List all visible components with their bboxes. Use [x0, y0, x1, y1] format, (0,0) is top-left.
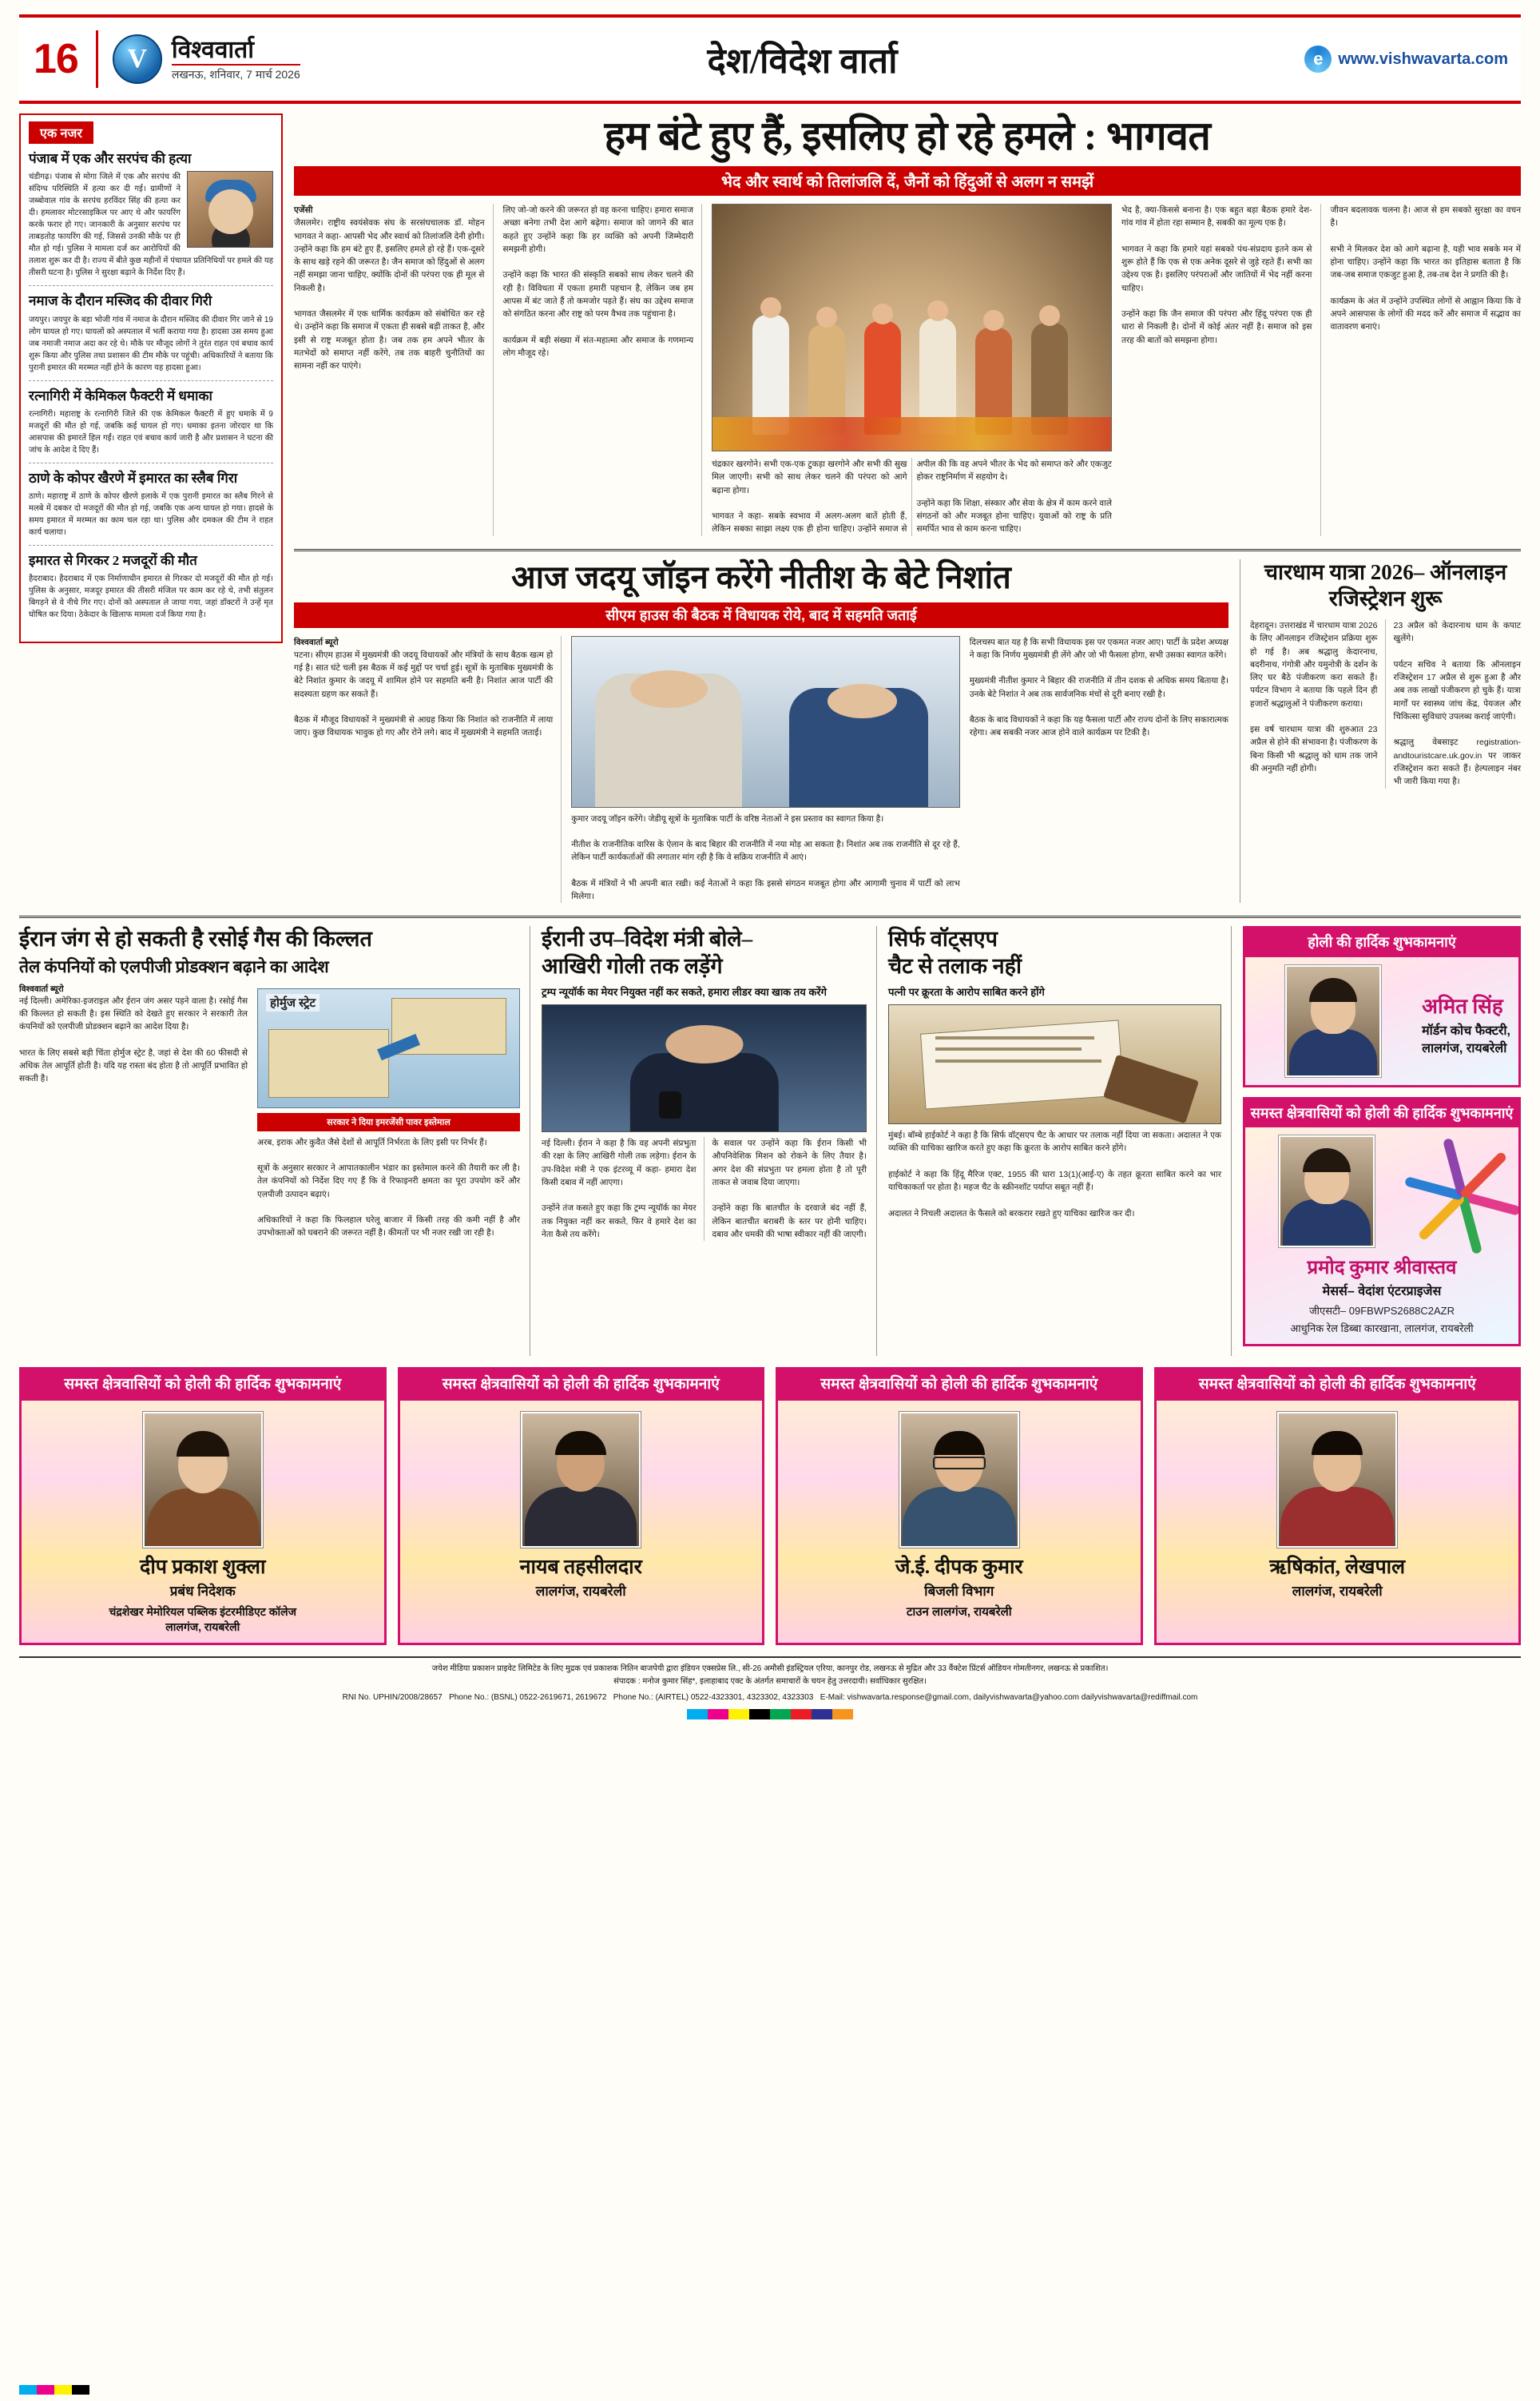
chardham-text-1: देहरादून। उत्तराखंड में चारधाम यात्रा 2026 के लिए ऑनलाइन रजिस्ट्रेशन प्रक्रिया शुरू हो गई है। अब श्रद्धालु केदारनाथ, बदरीनाथ, गंगोत्री और यमुनोत्री के दर्शन के लिए घर बैठे पंजीकरण करा सकते हैं। पर्यटन विभाग ने बताया कि पहले दिन ही हजारों श्रद्धालुओं ने पंजीकरण कराया। इस वर्ष चारधाम यात्रा की शुरुआत 23 अप्रैल से होने की संभावना है। पंजीकरण के बिना किसी भी श्रद्धालु को धाम तक जाने की अनुमति नहीं होगी। [1250, 619, 1386, 788]
story2-text-3: दिलचस्प बात यह है कि सभी विधायक इस पर एकमत नजर आए। पार्टी के प्रदेश अध्यक्ष ने कहा कि निर्णय मुख्यमंत्री ही लेंगे और जो भी फैसला होगा, सभी उसका स्वागत करेंगे। मुख्यमंत्री नीतीश कुमार ने बिहार की राजनीति में तीन दशक से अधिक समय बिताया है। उनके बेटे निशांत ने अब तक सार्वजनिक मंचों से दूरी बनाए रखी है। बैठक के बाद विधायकों ने कहा कि यह फैसला पार्टी और राज्य दोनों के लिए सकारात्मक रहेगा। अब सबकी नजर आज होने वाले कार्यक्रम पर टिकी है। [969, 637, 1228, 738]
ad-portrait [1285, 965, 1381, 1077]
lead-text-3: चंद्रकार खरगोने। सभी एक-एक टुकड़ा खरगोने और सभी की सुख मिल जाएगी। सभी को साथ लेकर चलने की परंपरा को आगे बढ़ाना होगा। भागवत ने कहा- सबके स्वभाव में अलग-अलग बातें होती हैं, लेकिन सबका साझा लक्ष्य एक ही होना चाहिए। उन्होंने समाज से अपील की कि वह अपने भीतर के भेद को समाप्त करे और एकजुट होकर राष्ट्रनिर्माण में सहयोग दे। उन्होंने कहा कि शिक्षा, संस्कार और सेवा के क्षेत्र में काम करने वाले संगठनों को और मजबूत होना चाहिए। युवाओं को राष्ट्र के प्रति समर्पित भाव से काम करना चाहिए। [712, 459, 1112, 535]
lead-column-1 [294, 204, 494, 536]
ek-nazar-headline: पंजाब में एक और सरपंच की हत्या [29, 151, 192, 166]
paper-name: विश्ववार्ता [172, 38, 300, 66]
ad-name: ऋषिकांत, लेखपाल [1269, 1556, 1406, 1578]
ad-gst: जीएसटी– 09FBWPS2688C2AZR [1309, 1304, 1455, 1317]
ad-portrait [521, 1412, 641, 1548]
advertisement-nayab-tehsildar [398, 1367, 765, 1644]
iran-gas-byline: विश्ववार्ता ब्यूरो [19, 984, 64, 994]
ad-portrait [1279, 1135, 1375, 1247]
lead-agency: एजेंसी [294, 205, 313, 215]
ad-name: प्रमोद कुमार श्रीवास्तव [1307, 1258, 1457, 1279]
iran-fm-kicker: ट्रम्प न्यूयॉर्क का मेयर नियुक्त नहीं कर सकते, हमारा लीडर क्या खाक तय करेंगे [542, 985, 827, 998]
whatsapp-divorce-story [888, 926, 1232, 1356]
masthead-divider [96, 30, 98, 88]
advertisement-deepak-kumar [776, 1367, 1143, 1644]
chardham-headline: चारधाम यात्रा 2026– ऑनलाइन रजिस्ट्रेशन शुरू [1264, 559, 1507, 611]
ek-nazar-text: ठाणे। महाराष्ट्र में ठाणे के कोपर खैरणे इलाके में एक पुरानी इमारत का स्लैब गिरने से मलबे में दबकर दो मजदूरों की मौत हो गई, जबकि एक अन्य घायल हो गया। हादसे के समय इमारत में मरम्मत का काम चल रहा था। पुलिस और दमकल की टीम ने राहत कार्य चलाया। [29, 492, 273, 537]
lead-column-5 [1331, 204, 1522, 536]
masthead [19, 14, 1521, 104]
story2-text-2: कुमार जदयू जॉइन करेंगे। जेडीयू सूत्रों के मुताबिक पार्टी के वरिष्ठ नेताओं ने इस प्रस्ताव का स्वागत किया है। नीतीश के राजनीतिक वारिस के ऐलान के बाद बिहार की राजनीति में नया मोड़ आ सकता है। निशांत अब तक राजनीति से दूर रहे हैं, लेकिन पार्टी कार्यकर्ताओं की लगातार मांग रही है कि वे सक्रिय राजनीति में आएं। बैठक में मंत्रियों ने भी अपनी बात रखी। कई नेताओं ने कहा कि इससे संगठन मजबूत होगा और आगामी चुनाव में पार्टी को लाभ मिलेगा। [571, 813, 960, 902]
ad-role: मेसर्स– वेदांश एंटरप्राइजेस [1322, 1285, 1442, 1299]
map-label: होर्मुज स्ट्रेट [266, 994, 320, 1012]
iran-fm-headline-1: ईरानी उप–विदेश मंत्री बोले– [542, 927, 753, 952]
list-item [29, 388, 273, 463]
lead-column-4 [1121, 204, 1321, 536]
whatsapp-text-1: मुंबई। बॉम्बे हाईकोर्ट ने कहा है कि सिर्फ वॉट्सएप चैट के आधार पर तलाक नहीं दिया जा सकता। अदालत ने एक व्यक्ति की याचिका खारिज करते हुए कहा कि क्रूरता के आरोप साबित करने होंगे। हाईकोर्ट ने कहा कि हिंदू मैरिज एक्ट, 1955 की धारा 13(1)(आई-ए) के तहत क्रूरता साबित करने का भार याचिकाकर्ता पर होता है। महज चैट के स्क्रीनशॉट पर्याप्त सबूत नहीं हैं। अदालत ने निचली अदालत के फैसले को बरकरार रखते हुए याचिका खारिज कर दी। [888, 1131, 1221, 1218]
ad-address: आधुनिक रेल डिब्बा कारखाना, लालगंज, रायबरेली [1290, 1322, 1474, 1335]
iran-gas-headline: ईरान जंग से हो सकती है रसोई गैस की किल्लत [19, 927, 372, 952]
iran-gas-subheadline: तेल कंपनियों को एलपीजी प्रोडक्शन बढ़ाने का आदेश [19, 957, 329, 977]
story2-subheadline: सीएम हाउस की बैठक में विधायक रोये, बाद में सहमति जताई [294, 602, 1228, 628]
ad-name: नायब तहसीलदार [519, 1556, 642, 1578]
story2-column-2 [571, 636, 959, 904]
iran-fm-story [542, 926, 877, 1356]
story2-column-1 [294, 636, 562, 904]
lead-column-3 [712, 204, 1112, 536]
browser-icon [1304, 46, 1332, 73]
publication-logo [113, 34, 300, 84]
list-item [29, 552, 273, 627]
ek-nazar-text: चंडीगढ़। पंजाब से मोगा जिले में एक और सरपंच की संदिग्ध परिस्थिति में हत्या कर दी गई। ग्रामीणों ने जब्बोवाल गांव के सरपंच हरविंदर सिंह की हत्या कर दी। हमलावर मोटरसाइकिल पर आए थे और फायरिंग करके फरार हो गए। जानकारी के अनुसार सरपंच पर ताबड़तोड़ फायरिंग की गई, जिससे उनकी मौके पर ही मौत हो गई। पुलिस ने मामला दर्ज कर आरोपियों की तलाश शुरू कर दी है। राज्य में बीते कुछ महीनों में पंचायत प्रतिनिधियों पर हमले की यह तीसरी घटना है। पुलिस ने सुरक्षा बढ़ाने के निर्देश दिए हैं। [29, 173, 273, 278]
ad-portrait [1277, 1412, 1397, 1548]
court-document-photo [888, 1004, 1221, 1124]
ad-header: समस्त क्षेत्रवासियों को होली की हार्दिक शुभकामनाएं [1157, 1369, 1519, 1401]
lead-photo [712, 204, 1112, 451]
ek-nazar-text: हैदराबाद। हैदराबाद में एक निर्माणाधीन इमारत से गिरकर दो मजदूरों की मौत हो गई। पुलिस के अनुसार, मजदूर इमारत की तीसरी मंजिल पर काम कर रहे थे, तभी संतुलन बिगड़ने से वे नीचे गिर गए। दोनों को अस्पताल ले जाया गया, जहां डॉक्टरों ने उन्हें मृत घोषित कर दिया। ठेकेदार के खिलाफ मामला दर्ज किया गया है। [29, 574, 273, 620]
ad-header: समस्त क्षेत्रवासियों को होली की हार्दिक शुभकामनाएं [400, 1369, 763, 1401]
advertisement-rishikant-lekhpal [1154, 1367, 1522, 1644]
story2-headline: आज जदयू जॉइन करेंगे नीतीश के बेटे निशांत [511, 559, 1011, 595]
page-footer [19, 1656, 1521, 1719]
ek-nazar-headline: इमारत से गिरकर 2 मजदूरों की मौत [29, 553, 197, 568]
list-item [29, 470, 273, 546]
ad-portrait [143, 1412, 263, 1548]
iran-gas-media [257, 984, 520, 1240]
ad-sub: टाउन लालगंज, रायबरेली [906, 1604, 1012, 1619]
lead-headline: हम बंटे हुए हैं, इसलिए हो रहे हमले : भागवत [604, 113, 1211, 158]
story2-photo [571, 636, 959, 808]
ek-nazar-headline: ठाणे के कोपर खैरणे में इमारत का स्लैब गिरा [29, 470, 238, 486]
holi-colors-icon [1415, 1143, 1510, 1239]
iran-fm-headline-2: आखिरी गोली तक लड़ेंगे [542, 954, 723, 979]
ek-nazar-headline: नमाज के दौरान मस्जिद की दीवार गिरी [29, 293, 212, 309]
lead-column-2 [503, 204, 703, 536]
right-ad-column [1243, 926, 1521, 1356]
ad-sub: चंद्रशेखर मेमोरियल पब्लिक इंटरमीडिएट कॉलेज लालगंज, रायबरेली [109, 1604, 296, 1633]
print-color-bar [19, 2385, 89, 2395]
list-item [29, 292, 273, 380]
cmyk-registration-marks [19, 1709, 1521, 1719]
ad-role: प्रबंध निदेशक [169, 1583, 236, 1599]
footer-editor: संपादक : मनोज कुमार सिंह*, इलाहाबाद एक्ट के अंतर्गत समाचारों के चयन हेतु उत्तरदायी। सर्वाधिकार सुरक्षित। [613, 1676, 927, 1686]
ad-name: दीप प्रकाश शुक्ला [140, 1556, 266, 1578]
lead-story [294, 113, 1521, 536]
hormuz-strait-map [257, 988, 520, 1108]
whatsapp-headline-1: सिर्फ वॉट्सएप [888, 927, 998, 952]
main-stories-column [294, 113, 1521, 903]
ad-name: अमित सिंह [1422, 995, 1503, 1019]
iran-fm-text-2: के सवाल पर उन्होंने कहा कि ईरान किसी भी औपनिवेशिक मिशन को रोकने के लिए तैयार है। अगर देश की संप्रभुता पर हमला होता है तो पूरी ताकत से जवाब दिया जाएगा। उन्होंने कहा कि बातचीत के दरवाजे बंद नहीं हैं, लेकिन बातचीत बराबरी के स्तर पर होनी चाहिए। दबाव और धमकी की भाषा स्वीकार नहीं की जाएगी। [712, 1139, 867, 1239]
paper-edition-line: लखनऊ, शनिवार, 7 मार्च 2026 [171, 68, 300, 81]
iran-gas-story [19, 926, 530, 1356]
footer-email: E-Mail: vishwavarta.response@gmail.com, dailyvishwavarta@yahoo.com dailyvishwavarta@rediffmail.com [820, 1692, 1198, 1702]
map-caption: सरकार ने दिया इमरजेंसी पावर इस्तेमाल [257, 1113, 520, 1131]
ek-nazar-box [19, 113, 283, 643]
chardham-text-2: 23 अप्रैल को केदारनाथ धाम के कपाट खुलेंगे। पर्यटन सचिव ने बताया कि ऑनलाइन रजिस्ट्रेशन 17 अप्रैल से शुरू हुआ है और अब तक लाखों पंजीकरण हो चुके हैं। यात्रा मार्गों पर स्वास्थ्य जांच केंद्र, पेयजल और चिकित्सा सुविधाएं उपलब्ध कराई जाएंगी। श्रद्धालु वेबसाइट registration-andtouristcare.uk.gov.in पर जाकर रजिस्ट्रेशन करा सकते हैं। हेल्पलाइन नंबर भी जारी किया गया है। [1393, 621, 1521, 787]
ad-role: लालगंज, रायबरेली [1292, 1583, 1383, 1599]
footer-rni: RNI No. UPHIN/2008/28657 [342, 1692, 443, 1702]
chardham-story [1240, 559, 1521, 904]
iran-fm-photo [542, 1004, 867, 1132]
ad-header: समस्त क्षेत्रवासियों को होली की हार्दिक शुभकामनाएं [778, 1369, 1141, 1401]
advertisement-pramod-srivastava [1243, 1097, 1521, 1346]
footer-imprint: जयेश मीडिया प्रकाशन प्राइवेट लिमिटेड के लिए मुद्रक एवं प्रकाशक नितिन बाजपेयी द्वारा इंडियन एक्सप्रेस लि., सी-26 अमौसी इंडस्ट्रियल एरिया, कानपुर रोड, लखनऊ से मुद्रित और 33 वैंक्टेश प्रिंटर्स ऑडियन गोमतीनगर, लखनऊ से प्रकाशित। [431, 1664, 1109, 1673]
top-section [19, 113, 1521, 903]
ad-role: मॉर्डन कोच फैक्टरी, लालगंज, रायबरेली [1422, 1024, 1510, 1055]
whatsapp-kicker: पत्नी पर क्रूरता के आरोप साबित करने होंगे [888, 985, 1045, 998]
ek-nazar-tag: एक नजर [29, 121, 93, 144]
page-number: 16 [34, 36, 78, 82]
website-url: www.vishwavarta.com [1338, 50, 1508, 68]
whatsapp-headline-2: चैट से तलाक नहीं [888, 954, 1022, 979]
news-photo [187, 171, 273, 248]
advertisement-amit-singh [1243, 926, 1521, 1087]
section-title: देश/विदेश वार्ता [707, 42, 898, 81]
lead-text-4: भेद है, क्या-किससे बनाना है। एक बहुत बड़ा बैठक हमारे देश-गांव गांव में होता रहा सम्मान है, सबकी का मूल्य एक है। भागवत ने कहा कि हमारे यहां सबको पंथ-संप्रदाय इतने कम से शुरू होते हैं कि एक से एक अनेक दूसरे से जुड़े रहते हैं। सभी का उद्देश्य एक है। इसलिए परंपराओं और जातियों में भेद नहीं करना चाहिए। उन्होंने कहा कि जैन समाज की परंपरा और हिंदू परंपरा एक ही धारा से निकली है। दोनों में कोई अंतर नहीं है। समाज को इस तरह की बातों को समझना होगा। [1121, 205, 1312, 345]
website-link[interactable] [1304, 46, 1513, 73]
ad-header: समस्त क्षेत्रवासियों को होली की हार्दिक शुभकामनाएं [22, 1369, 384, 1401]
footer-phone-airtel: Phone No.: (AIRTEL) 0522-4323301, 4323302, 4323303 [613, 1692, 814, 1702]
ek-nazar-text: रत्नागिरी। महाराष्ट्र के रत्नागिरी जिले की एक केमिकल फैक्टरी में हुए धमाके में 9 मजदूरों की मौत हो गई, जबकि कई घायल हो गए। धमाका इतना जोरदार था कि आसपास की इमारतें हिल गईं। राहत एवं बचाव कार्य जारी है और प्रशासन ने घटना की जांच के आदेश दे दिए हैं। [29, 409, 273, 455]
second-row [294, 549, 1521, 904]
ek-nazar-column [19, 113, 283, 903]
iran-gas-text-2: अरब, इराक और कुवैत जैसे देशों से आपूर्ति निर्भरता के लिए इसी पर निर्भर हैं। सूत्रों के अनुसार सरकार ने आपातकालीन भंडार का इस्तेमाल करने की तैयारी कर ली है। तेल कंपनियों को निर्देश दिए गए हैं कि वे रिफाइनरी क्षमता का पूरा उपयोग करें और एलपीजी उत्पादन बढ़ाएं। अधिकारियों ने कहा कि फिलहाल घरेलू बाजार में किसी तरह की कमी नहीं है और उपभोक्ताओं को घबराने की जरूरत नहीं है। कीमतों पर भी नजर रखी जा रही है। [257, 1137, 520, 1238]
lead-text-5: जीवन बदलावक चलना है। आज से हम सबको सुरक्षा का वचन है। सभी ने मिलकर देश को आगे बढ़ाना है, यही भाव सबके मन में होना चाहिए। उन्होंने कहा कि भारत का इतिहास बताता है कि जब-जब समाज एकजुट हुआ है, तब-तब देश ने प्रगति की है। कार्यक्रम के अंत में उन्होंने उपस्थित लोगों से आह्वान किया कि वे अपने आसपास के लोगों की मदद करें और समाज में सद्भाव का वातावरण बनाएं। [1330, 205, 1522, 332]
lead-text-2: लिए जो-जो करने की जरूरत हो वह करना चाहिए। हमारा समाज अच्छा बनेगा तभी देश आगे बढ़ेगा। समाज को जागने की बात कहते हुए उन्होंने कहा कि हर व्यक्ति को अपनी जिम्मेदारी समझनी होगी। उन्होंने कहा कि भारत की संस्कृति सबको साथ लेकर चलने की रही है। विविधता में एकता हमारी पहचान है, लेकिन जब हम आपस में बंट जाते हैं तो कमजोर पड़ते हैं। संघ का उद्देश्य समाज को संगठित करना और राष्ट्र को परम वैभव तक पहुंचाना है। कार्यक्रम में बड़ी संख्या में संत-महात्मा और समाज के गणमान्य लोग मौजूद रहे। [502, 205, 694, 358]
ad-header: होली की हार्दिक शुभकामनाएं [1245, 928, 1518, 956]
lead-subheadline: भेद और स्वार्थ को तिलांजलि दें, जैनों को हिंदुओं से अलग न समझें [294, 166, 1521, 196]
ad-role: लालगंज, रायबरेली [535, 1583, 626, 1599]
globe-icon [113, 34, 162, 84]
lead-text-1: जैसलमेर। राष्ट्रीय स्वयंसेवक संघ के सरसंघचालक डॉ. मोहन भागवत ने कहा- आपसी भेद और स्वार्थ को तिलांजलि देनी होगी। उन्होंने कहा कि हम बंटे हुए हैं, इसलिए हमले हो रहे हैं। एक-दूसरे के साथ खड़े रहने की जरूरत है। जैन समाज को हिंदुओं से अलग नहीं समझा जाना चाहिए, क्योंकि दोनों की परंपरा एक ही मूल से निकली है। भागवत जैसलमेर में एक धार्मिक कार्यक्रम को संबोधित कर रहे थे। उन्होंने कहा कि समाज में एकता ही सबसे बड़ी ताकत है, और इसी से राष्ट्र मजबूत होता है। जब तक हम अपने भीतर के मतभेदों को समाप्त नहीं करेंगे, तब तक बाहरी चुनौतियों का सामना नहीं कर पाएंगे। [294, 218, 485, 372]
bottom-advertisement-row [19, 1367, 1521, 1644]
footer-phone-bsnl: Phone No.: (BSNL) 0522-2619671, 2619672 [449, 1692, 607, 1702]
list-item [29, 150, 273, 286]
iran-gas-column-1 [19, 984, 248, 1240]
third-band [19, 916, 1521, 1356]
ek-nazar-headline: रत्नागिरी में केमिकल फैक्टरी में धमाका [29, 388, 212, 403]
ek-nazar-text: जयपुर। जयपुर के बड़ा भोजी गांव में नमाज के दौरान मस्जिद की दीवार गिर जाने से 19 लोग घायल हो गए। घायलों को अस्पताल में भर्ती कराया गया है। हादसा उस समय हुआ जब नमाजी नमाज अदा कर रहे थे। मौके पर मौजूद लोगों ने तुरंत राहत एवं बचाव कार्य शुरू किया और पुलिस तथा प्रशासन की टीम मौके पर पहुंची। अधिकारियों ने बताया कि पुरानी इमारत की मरम्मत नहीं होने के कारण यह हादसा हुआ। [29, 315, 273, 372]
ad-name: जे.ई. दीपक कुमार [895, 1556, 1023, 1578]
ad-role: बिजली विभाग [924, 1583, 994, 1599]
story2-byline: विश्ववार्ता ब्यूरो [294, 637, 339, 647]
iran-fm-text-1: नई दिल्ली। ईरान ने कहा है कि वह अपनी संप्रभुता की रक्षा के लिए आखिरी गोली तक लड़ेगा। ईरान के उप-विदेश मंत्री ने एक इंटरव्यू में कहा- हमारा देश किसी दबाव में नहीं आएगा। उन्होंने तंज कसते हुए कहा कि ट्रम्प न्यूयॉर्क का मेयर तक नियुक्त नहीं कर सकते, फिर वे हमारे देश का नेता कैसे तय करेंगे। [542, 1137, 705, 1241]
ad-header: समस्त क्षेत्रवासियों को होली की हार्दिक शुभकामनाएं [1245, 1099, 1518, 1127]
ad-portrait [899, 1412, 1019, 1548]
iran-gas-text-1: नई दिल्ली। अमेरिका-इजराइल और ईरान जंग असर पड़ने वाला है। रसोई गैस की किल्लत हो सकती है। इस स्थिति को देखते हुए सरकार ने सरकारी तेल कंपनियों को एलपीजी प्रोडक्शन बढ़ाने का आदेश दिया है। भारत के लिए सबसे बड़ी चिंता होर्मुज स्ट्रेट है, जहां से देश की 60 फीसदी से अधिक तेल आपूर्ति होती है। यदि यह रास्ता बंद होता है तो आपूर्ति प्रभावित हो सकती है। [19, 996, 248, 1084]
story2-text-1: पटना। सीएम हाउस में मुख्यमंत्री की जदयू विधायकों और मंत्रियों के साथ बैठक खत्म हो गई है। सात घंटे चली इस बैठक में कई मुद्दों पर चर्चा हुई। सूत्रों के मुताबिक मुख्यमंत्री के बेटे निशांत कुमार के जदयू में शामिल होने पर सहमति बनी है। निशांत आज पार्टी की सदस्यता ग्रहण कर सकते हैं। बैठक में मौजूद विधायकों ने मुख्यमंत्री से आग्रह किया कि निशांत को राजनीति में लाया जाए। कुछ विधायक भावुक हो गए और रोने लगे। बाद में मुख्यमंत्री ने सहमति जताई। [294, 650, 554, 738]
advertisement-deep-prakash-shukla [19, 1367, 387, 1644]
story2-column-3 [970, 636, 1228, 904]
